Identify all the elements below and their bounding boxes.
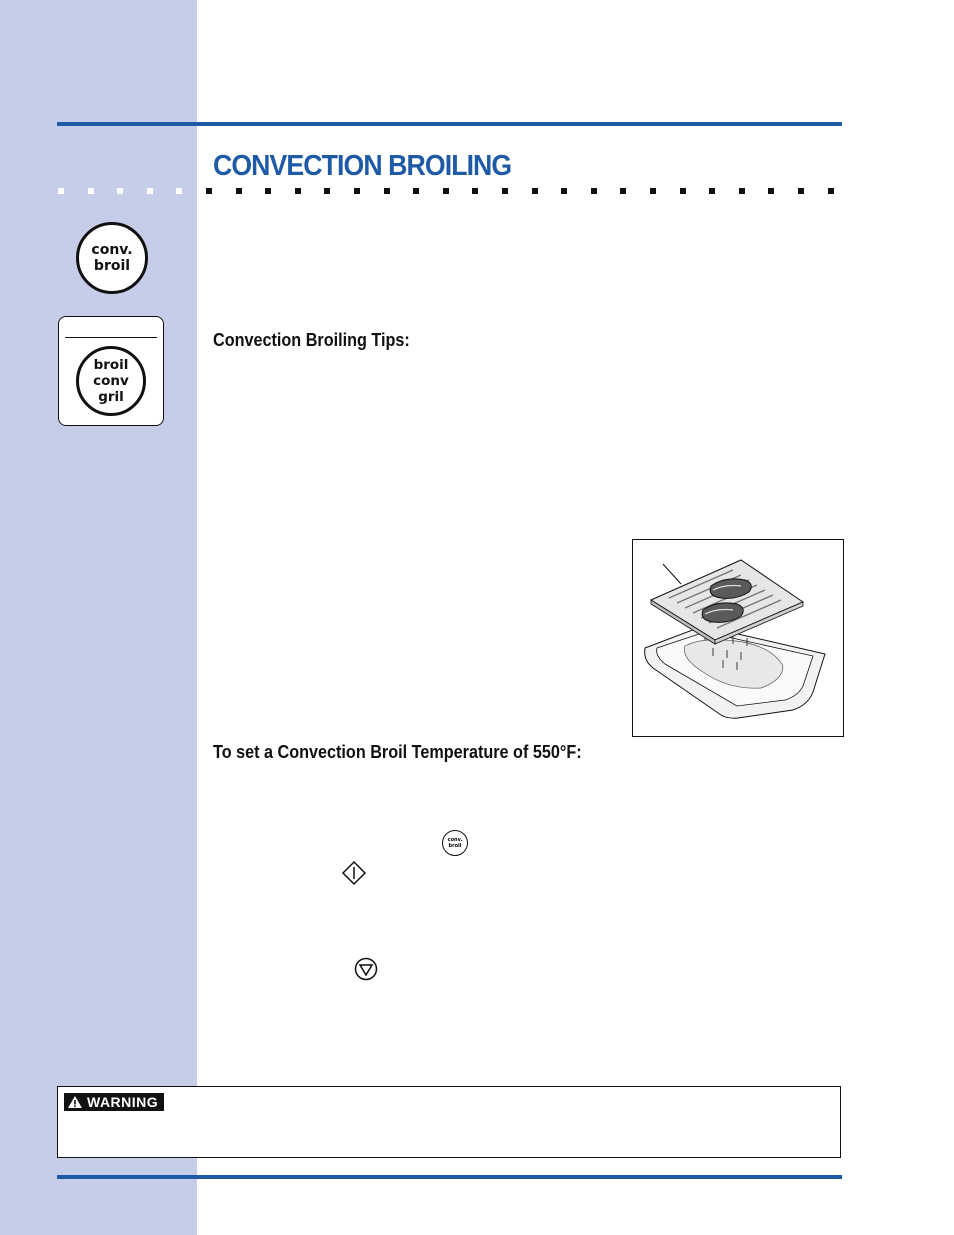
divider-dot: [532, 188, 538, 194]
divider-dot: [591, 188, 597, 194]
divider-dot: [502, 188, 508, 194]
warning-badge: [64, 1093, 164, 1111]
conv-broil-small-key-icon: [442, 830, 468, 856]
divider-dot: [384, 188, 390, 194]
conv-broil-key-line-2: broil: [93, 258, 131, 274]
divider-dot: [561, 188, 567, 194]
divider-dot: [265, 188, 271, 194]
divider-dot: [413, 188, 419, 194]
divider-dot: [650, 188, 656, 194]
divider-dot: [236, 188, 242, 194]
key-panel-line: [65, 337, 157, 338]
tips-heading: Convection Broiling Tips:: [213, 330, 410, 350]
dotted-divider: [58, 188, 848, 196]
divider-dot: [88, 188, 94, 194]
set-temp-heading: To set a Convection Broil Temperature of 550°F:: [213, 742, 582, 762]
warning-triangle-icon: [67, 1095, 83, 1109]
conv-broil-key-icon: [76, 222, 148, 294]
broil-conv-gril-key-icon: [58, 316, 164, 426]
broil-pan-illustration: [632, 539, 844, 737]
conv-broil-key-line-1: conv.: [91, 242, 133, 258]
divider-dot: [472, 188, 478, 194]
broil-key-line-3: gril: [98, 389, 124, 405]
divider-dot: [295, 188, 301, 194]
divider-dot: [147, 188, 153, 194]
broil-conv-gril-circle: [76, 346, 146, 416]
warning-label: WARNING: [87, 1094, 159, 1110]
divider-dot: [680, 188, 686, 194]
divider-dot: [768, 188, 774, 194]
divider-dot: [739, 188, 745, 194]
divider-dot: [176, 188, 182, 194]
small-key-line-1: conv.: [447, 837, 463, 843]
divider-dot: [58, 188, 64, 194]
divider-dot: [354, 188, 360, 194]
broil-key-line-1: broil: [93, 357, 129, 373]
bottom-rule: [57, 1175, 842, 1179]
warning-box: [57, 1086, 841, 1158]
sidebar-band: [0, 0, 197, 1235]
divider-dot: [324, 188, 330, 194]
divider-dot: [709, 188, 715, 194]
divider-dot: [620, 188, 626, 194]
page-title: CONVECTION BROILING: [213, 150, 512, 182]
top-rule: [57, 122, 842, 126]
divider-dot: [206, 188, 212, 194]
small-key-line-2: broil: [448, 843, 462, 849]
stop-key-icon: [354, 957, 378, 981]
divider-dot: [443, 188, 449, 194]
divider-dot: [117, 188, 123, 194]
broil-key-line-2: conv: [93, 373, 129, 389]
divider-dot: [798, 188, 804, 194]
start-key-icon: [341, 860, 367, 886]
divider-dot: [828, 188, 834, 194]
broil-pan-drawing: [633, 540, 843, 736]
